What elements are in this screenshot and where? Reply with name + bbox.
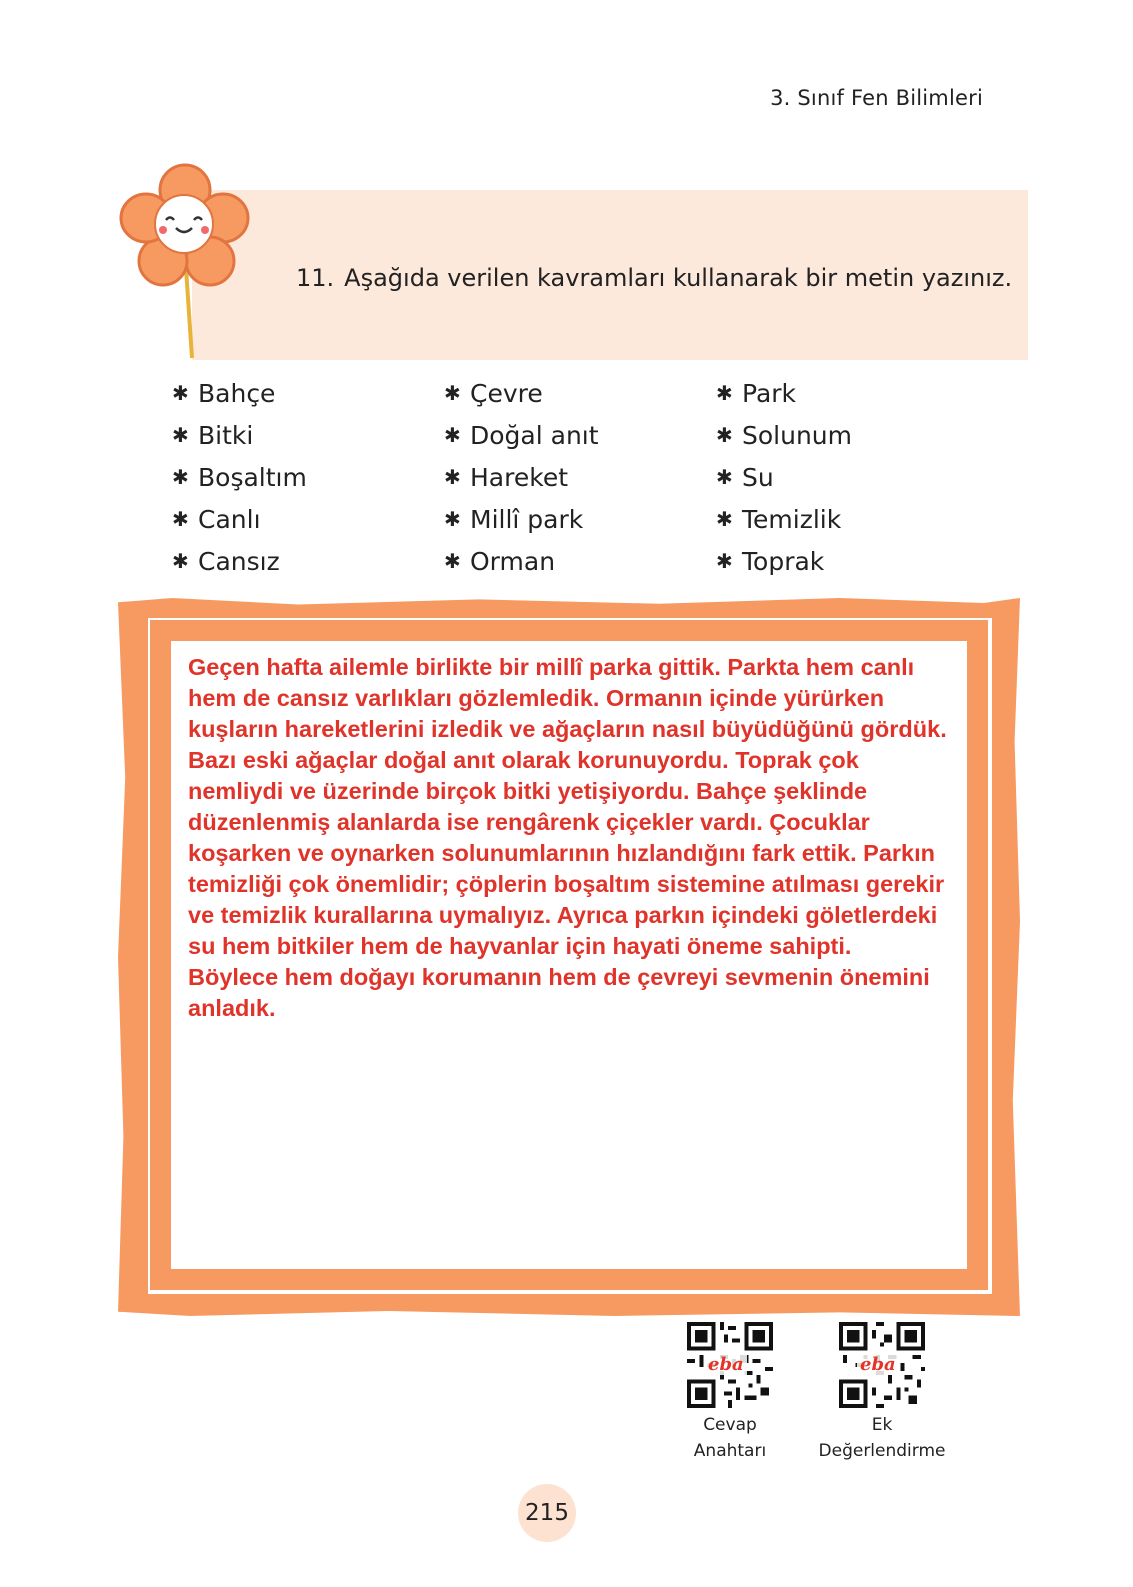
concept-item: ✱ Su [716,462,774,492]
qr-label: Ek Değerlendirme [818,1415,946,1461]
concept-column-1 [172,372,432,582]
asterisk-bullet-icon: ✱ [444,381,461,405]
qr-code-icon[interactable] [839,1322,925,1408]
concept-item: ✱ Toprak [716,546,825,576]
concept-item: ✱ Millî park [444,504,584,534]
concept-column-2 [444,372,704,582]
asterisk-bullet-icon: ✱ [716,423,733,447]
answer-text[interactable]: Geçen hafta ailemle birlikte bir millî parka gittik. Parkta hem canlı hem de cansız varlıkları gözlemledik. Ormanın içinde yürürken kuşların hareketlerini izledik ve ağaçların nasıl büyüdüğünü gördük. Bazı eski ağaçlar doğal anıt olarak korunuyordu. Toprak çok nemliydi ve üzerinde birçok bitki yetişiyordu. Bahçe şeklinde düzenlenmiş alanlarda ise rengârenk çiçekler vardı. Çocuklar koşarken ve oynarken solunumlarının hızlandığını fark ettik. Parkın temizliği çok önemlidir; çöplerin boşaltım sistemine atılması gerekir ve temizlik kurallarına uymalıyız. Ayrıca parkın içindeki göletlerdeki su hem bitkiler hem de hayvanlar için hayati öneme sahipti. Böylece hem doğayı korumanın hem de çevreyi sevmenin önemini anladık. [188,654,947,1021]
concept-item: ✱ Çevre [444,378,543,408]
qr-code-icon[interactable] [687,1322,773,1408]
concept-item: ✱ Boşaltım [172,462,307,492]
asterisk-bullet-icon: ✱ [444,465,461,489]
asterisk-bullet-icon: ✱ [716,381,733,405]
header-subject: 3. Sınıf Fen Bilimleri [770,86,983,110]
concept-item: ✱ Orman [444,546,556,576]
concept-column-3 [716,372,976,582]
concept-item: ✱ Doğal anıt [444,420,599,450]
question-number: 11. [296,264,335,292]
qr-label: Cevap Anahtarı [693,1415,767,1461]
asterisk-bullet-icon: ✱ [716,549,733,573]
concept-item: ✱ Bahçe [172,378,276,408]
asterisk-bullet-icon: ✱ [172,465,189,489]
concept-item: ✱ Park [716,378,797,408]
asterisk-bullet-icon: ✱ [172,423,189,447]
eba-logo: eba [857,1354,899,1375]
asterisk-bullet-icon: ✱ [716,465,733,489]
asterisk-bullet-icon: ✱ [172,549,189,573]
concept-item: ✱ Cansız [172,546,280,576]
asterisk-bullet-icon: ✱ [444,507,461,531]
concept-item: ✱ Hareket [444,462,568,492]
asterisk-bullet-icon: ✱ [444,423,461,447]
question-text [296,264,1012,292]
concept-item: ✱ Solunum [716,420,852,450]
question-prompt: Aşağıda verilen kavramları kullanarak bir metin yazınız. [344,264,1013,292]
qr-block-answer-key [660,1322,800,1464]
asterisk-bullet-icon: ✱ [172,381,189,405]
asterisk-bullet-icon: ✱ [444,549,461,573]
qr-block-extra-assessment [812,1322,952,1464]
asterisk-bullet-icon: ✱ [172,507,189,531]
flower-mascot-icon [108,158,258,368]
eba-logo: eba [705,1354,747,1375]
asterisk-bullet-icon: ✱ [716,507,733,531]
concept-item: ✱ Bitki [172,420,254,450]
concept-item: ✱ Canlı [172,504,261,534]
concept-item: ✱ Temizlik [716,504,842,534]
page-number: 215 [518,1484,576,1542]
